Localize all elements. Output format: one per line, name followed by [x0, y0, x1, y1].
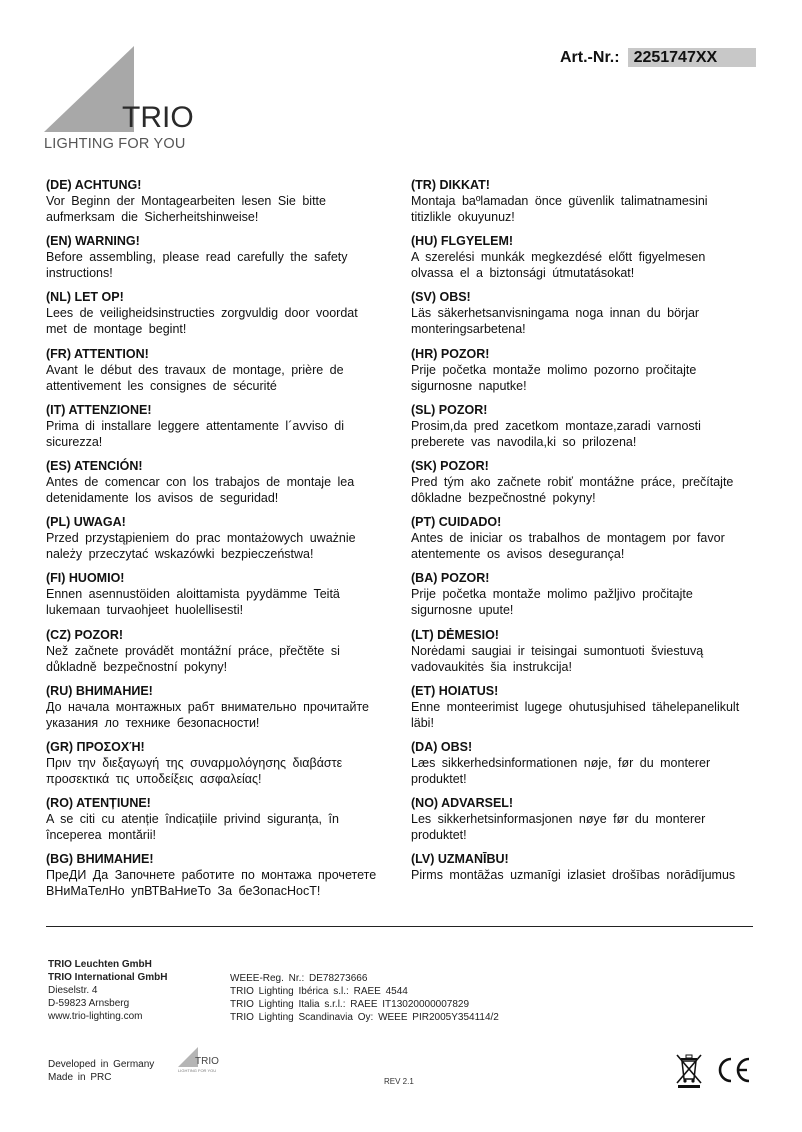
logo-wordmark: TRIO [122, 101, 194, 134]
warning-text-line: Antes de comencar con los trabajos de montaje lea [46, 474, 355, 489]
warning-text-line: produktet! [411, 828, 467, 843]
warning-block [411, 570, 747, 626]
warning-text-line: lukemaan turvaohjeet huolellisesti! [46, 603, 244, 618]
warning-text-line: Læs sikkerhedsinformationen nøje, før du monterer [411, 755, 711, 770]
warning-text-line: sicurezza! [46, 434, 103, 449]
warning-block [46, 346, 390, 402]
ce-mark-icon [716, 1055, 752, 1085]
weee-line: WEEE-Reg. Nr.: DE78273666 [230, 973, 368, 984]
warning-block [411, 627, 747, 683]
company-name-2: TRIO International GmbH [48, 972, 168, 983]
small-logo-tagline: LIGHTING FOR YOU [178, 1068, 217, 1073]
article-number-value: 2251747XX [628, 48, 756, 67]
warning-block [46, 570, 390, 626]
article-number-label: Art.-Nr.: [560, 48, 620, 66]
warning-text-line: începerea montării! [46, 828, 157, 843]
warning-heading: (CZ) POZOR! [46, 627, 124, 642]
warning-text-line: Läs säkerhetsanvisningama noga innan du börjar [411, 306, 700, 321]
warning-heading: (PL) UWAGA! [46, 515, 126, 530]
warning-block [46, 627, 390, 683]
warning-text-line: Przed przystąpieniem do prac montażowych uważnie [46, 531, 356, 546]
warning-text-line: atentemente os avisos desegurança! [411, 547, 625, 562]
warning-text-line: ВНиМаТелНо упВТВаНиеТо За беЗопасНосТ! [46, 884, 321, 899]
warning-text-line: detenidamente los avisos de seguridad! [46, 490, 279, 505]
developed-in: Developed in Germany [48, 1059, 155, 1070]
warning-heading: (DA) OBS! [411, 739, 473, 754]
weee-line: TRIO Lighting Italia s.r.l.: RAEE IT13020000007829 [230, 999, 470, 1010]
warning-heading: (SK) POZOR! [411, 458, 489, 473]
warning-text-line: met de montage begint! [46, 322, 187, 337]
warning-text-line: Než začnete provádět montážní práce, přečtěte si [46, 643, 340, 658]
warning-heading: (PT) CUIDADO! [411, 515, 502, 530]
warning-block [411, 177, 747, 233]
warning-text-line: aufmerksam die Sicherheitshinweise! [46, 210, 259, 224]
footer-divider [46, 926, 753, 927]
article-number [560, 48, 756, 67]
warning-heading: (NL) LET OP! [46, 290, 124, 305]
warning-text-line: sigurnosne upute! [411, 603, 514, 618]
warning-text-line: Avant le début des travaux de montage, prière de [46, 362, 344, 377]
warning-text-line: Πριν την διεξαγωγή της συναρμολόγησης διαβάστε [46, 755, 343, 770]
trio-small-logo-icon [176, 1043, 226, 1075]
warning-block [46, 289, 390, 345]
warning-text-line: sigurnosne naputke! [411, 378, 527, 393]
warning-text-line: Montaja baºlamadan önce güvenlik talimatnamesini [411, 194, 708, 208]
warning-heading: (ET) HOIATUS! [411, 683, 499, 698]
warning-heading: (NO) ADVARSEL! [411, 796, 514, 811]
weee-crossed-bin-icon [674, 1052, 704, 1088]
warning-text-line: Antes de iniciar os trabalhos de montagem por favor [411, 531, 725, 546]
warning-heading: (LT) DĖMESIO! [411, 627, 499, 642]
warning-block [46, 683, 390, 739]
warning-heading: (RO) ATENȚIUNE! [46, 796, 151, 811]
warning-text-line: Lees de veiligheidsinstructies zorgvuldig door voordat [46, 306, 358, 321]
warning-text-line: vadovaukitės šia instrukcija! [411, 659, 572, 674]
warning-block [46, 402, 390, 458]
warning-text-line: monteringsarbetena! [411, 322, 526, 337]
warnings-left-column [46, 177, 390, 907]
warning-heading: (IT) ATTENZIONE! [46, 402, 152, 417]
warning-block [411, 402, 747, 458]
warning-block [411, 851, 747, 907]
warning-block [411, 683, 747, 739]
warning-text-line: Prosim,da pred zacetkom montaze,zaradi varnosti [411, 418, 701, 433]
warning-heading: (BG) ВНИМАНИЕ! [46, 852, 154, 867]
warning-block [411, 346, 747, 402]
warning-text-line: titizlikle okuyunuz! [411, 210, 515, 224]
company-name-1: TRIO Leuchten GmbH [48, 959, 152, 970]
warning-block [411, 795, 747, 851]
warning-text-line: instructions! [46, 266, 113, 281]
warning-text-line: Ennen asennustöiden aloittamista pyydämme Teitä [46, 587, 340, 602]
warning-text-line: Prije početka montaže molimo pozorno pročitajte [411, 362, 697, 377]
warning-text-line: Pred tým ako začnete robiť montážne práce, prečítajte [411, 474, 734, 489]
company-street: Dieselstr. 4 [48, 985, 98, 996]
origin-info [48, 1058, 154, 1084]
warning-text-line: До начала монтажных рабт внимательно прочитайте [46, 699, 370, 714]
warning-heading: (BA) POZOR! [411, 571, 490, 586]
warning-block [46, 795, 390, 851]
warning-text-line: ПреДИ Да Започнете работите по монтажа прочетете [46, 868, 377, 883]
warning-heading: (EN) WARNING! [46, 234, 140, 249]
warning-text-line: A szerelési munkák megkezdésé előtt figyelmesen [411, 250, 706, 265]
warning-text-line: důkladně bezpečnostní pokyny! [46, 659, 228, 674]
warning-text-line: Prima di installare leggere attentamente l´avviso di [46, 418, 344, 433]
weee-line: TRIO Lighting Ibérica s.l.: RAEE 4544 [230, 986, 408, 997]
warning-text-line: olvassa el a biztonsági útmutatásokat! [411, 266, 635, 281]
warning-heading: (DE) ACHTUNG! [46, 178, 142, 192]
warning-heading: (RU) ВНИМАНИЕ! [46, 683, 153, 698]
warning-heading: (SV) OBS! [411, 290, 471, 305]
company-city: D-59823 Arnsberg [48, 998, 130, 1009]
warning-block [46, 177, 390, 233]
warning-block [46, 514, 390, 570]
warning-heading: (TR) DIKKAT! [411, 178, 490, 192]
warning-text-line: Les sikkerhetsinformasjonen nøye før du monterer [411, 812, 706, 827]
warning-text-line: A se citi cu atenție îndicațiile privind siguranța, în [46, 812, 339, 827]
warning-block [46, 458, 390, 514]
warning-block [46, 233, 390, 289]
warning-heading: (FR) ATTENTION! [46, 346, 149, 361]
warning-heading: (ES) ATENCIÓN! [46, 458, 143, 473]
warning-text-line: należy przeczytać wskazówki bezpieczeństwa! [46, 547, 314, 562]
company-website: www.trio-lighting.com [48, 1011, 143, 1022]
warning-text-line: προσεκτικά τις υποδείξεις ασφαλείας! [46, 771, 262, 786]
warning-text-line: Prije početka montaže molimo pažljivo pročitajte [411, 587, 693, 602]
warning-text-line: dôkladne bezpečnostné pokyny! [411, 490, 596, 505]
warning-text-line: attentivement les consignes de sécurité [46, 378, 277, 393]
warning-heading: (GR) ΠΡΟΣΟΧΉ! [46, 739, 145, 754]
revision: REV 2.1 [384, 1077, 414, 1086]
made-in: Made in PRC [48, 1072, 112, 1083]
warning-block [411, 739, 747, 795]
warning-text-line: Before assembling, please read carefully the safety [46, 250, 348, 265]
warning-heading: (HU) FLGYELEM! [411, 234, 514, 249]
warning-heading: (SL) POZOR! [411, 402, 488, 417]
warning-heading: (LV) UZMANĪBU! [411, 852, 509, 867]
warning-text-line: указания ло технике безопасности! [46, 715, 260, 730]
warning-heading: (HR) POZOR! [411, 346, 490, 361]
weee-line: TRIO Lighting Scandinavia Oy: WEEE PIR2005Y354114/2 [230, 1012, 499, 1023]
warning-heading: (FI) HUOMIO! [46, 571, 125, 586]
warning-text-line: läbi! [411, 715, 434, 730]
warning-text-line: Pirms montāžas uzmanīgi izlasiet drošības norādījumus [411, 868, 736, 883]
warning-block [411, 514, 747, 570]
small-logo-word: TRIO [195, 1056, 219, 1067]
warning-text-line: preberete vas navodila,ki so prilozena! [411, 434, 637, 449]
company-address [48, 958, 180, 1023]
warning-block [46, 851, 390, 907]
warning-block [411, 458, 747, 514]
logo-tagline: LIGHTING FOR YOU [44, 136, 186, 152]
warning-block [411, 233, 747, 289]
weee-registrations [230, 972, 528, 1024]
warnings-right-column [411, 177, 747, 907]
warning-text-line: Norėdami saugiai ir teisingai sumontuoti šviestuvą [411, 643, 704, 658]
warning-block [46, 739, 390, 795]
warning-text-line: Vor Beginn der Montagearbeiten lesen Sie bitte [46, 194, 326, 208]
warning-text-line: produktet! [411, 771, 467, 786]
warning-text-line: Enne monteerimist lugege ohutusjuhised tähelepanelikult [411, 699, 740, 714]
warning-block [411, 289, 747, 345]
